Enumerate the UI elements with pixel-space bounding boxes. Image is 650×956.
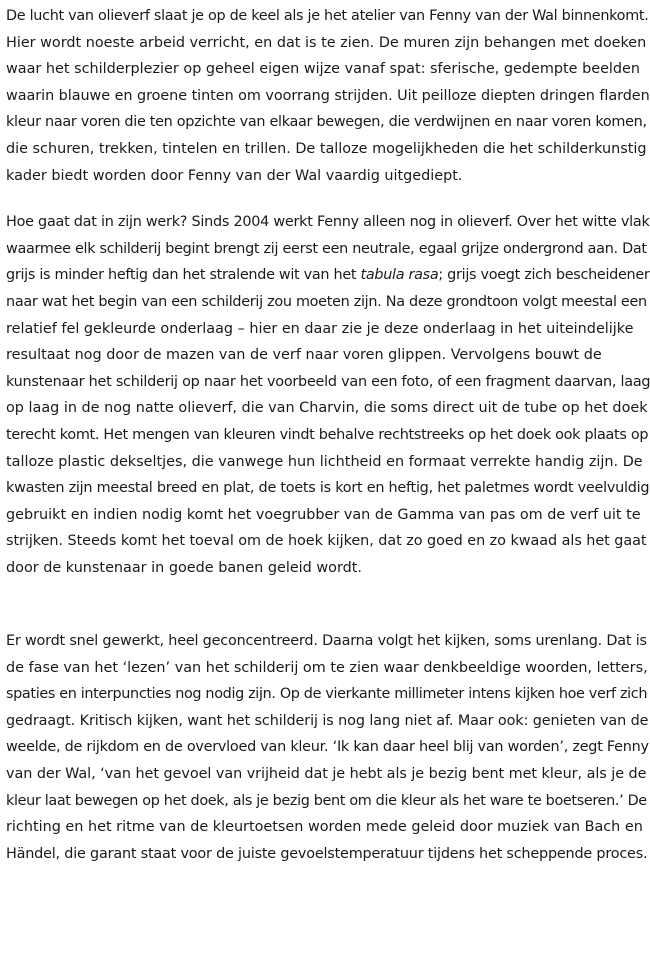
text-line: Hoe gaat dat in zijn werk? Sinds 2004 werkt Fenny alleen nog in olieverf. Over het witte vlak — [6, 214, 650, 231]
italic-term: tabula rasa — [360, 267, 439, 284]
text-line: waarmee elk schilderij begint brengt zij eerst een neutrale, egaal grijze ondergrond aan. Dat — [6, 240, 647, 257]
text-line: kader biedt worden door Fenny van der Wal vaardig uitgediept. — [6, 167, 463, 184]
text-segment: grijs is minder heftig dan het stralende wit van het — [6, 267, 361, 284]
text-line: kleur naar voren die ten opzichte van elkaar bewegen, die verdwijnen en naar voren komen, — [6, 114, 647, 131]
text-line: Händel, die garant staat voor de juiste gevoelstemperatuur tijdens het scheppende proces. — [6, 845, 648, 862]
paragraph-spacer — [6, 608, 650, 628]
text-line-with-italic — [6, 262, 650, 289]
text-line: kwasten zijn meestal breed en plat, de toets is kort en heftig, het paletmes wordt veelvuldig — [6, 480, 650, 497]
text-line: kunstenaar het schilderij op naar het voorbeeld van een foto, of een fragment daarvan, laag — [6, 373, 650, 390]
text-line: Hier wordt noeste arbeid verricht, en dat is te zien. De muren zijn behangen met doeken — [6, 34, 647, 51]
text-line: naar wat het begin van een schilderij zou moeten zijn. Na deze grondtoon volgt meestal een — [6, 293, 647, 310]
text-line: op laag in de nog natte olieverf, die van Charvin, die soms direct uit de tube op het doek — [6, 400, 648, 417]
text-line: van der Wal, ‘van het gevoel van vrijheid dat je hebt als je bezig bent met kleur, als je de — [6, 766, 647, 783]
text-line: waar het schilderplezier op geheel eigen wijze vanaf spat: sferische, gedempte beelden — [6, 61, 641, 78]
text-line: Er wordt snel gewerkt, heel geconcentreerd. Daarna volgt het kijken, soms urenlang. Dat is — [6, 633, 647, 650]
paragraph-3 — [6, 628, 650, 867]
paragraph-spacer — [6, 189, 650, 209]
text-line: relatief fel gekleurde onderlaag – hier en daar zie je deze onderlaag in het uiteindelijke — [6, 320, 634, 337]
text-line: door de kunstenaar in goede banen geleid wordt. — [6, 559, 362, 576]
text-line: richting en het ritme van de kleurtoetsen worden mede geleid door muziek van Bach en — [6, 819, 643, 836]
paragraph-1 — [6, 3, 650, 189]
text-line: kleur laat bewegen op het doek, als je bezig bent om die kleur als het ware te boetseren.’ De — [6, 792, 647, 809]
text-line: weelde, de rijkdom en de overvloed van kleur. ‘Ik kan daar heel blij van worden’, zegt Fenny — [6, 739, 649, 756]
text-line: waarin blauwe en groene tinten om voorrang strijden. Uit peilloze diepten dringen flarden — [6, 87, 650, 104]
text-line: gedraagt. Kritisch kijken, want het schilderij is nog lang niet af. Maar ook: genieten van de — [6, 712, 649, 729]
text-line: die schuren, trekken, tintelen en trillen. De talloze mogelijkheden die het schilderkunstig — [6, 140, 647, 157]
text-line: terecht komt. Het mengen van kleuren vindt behalve rechtstreeks op het doek ook plaats op — [6, 426, 649, 443]
text-line: talloze plastic dekseltjes, die vanwege hun lichtheid en formaat verrekte handig zijn. De — [6, 453, 643, 470]
text-line: spaties en interpuncties nog nodig zijn. Op de vierkante millimeter intens kijken hoe verf zich — [6, 686, 648, 703]
text-line: strijken. Steeds komt het toeval om de hoek kijken, dat zo goed en zo kwaad als het gaat — [6, 533, 647, 550]
text-line: resultaat nog door de mazen van de verf naar voren glippen. Vervolgens bouwt de — [6, 347, 602, 364]
text-line: gebruikt en indien nodig komt het voegrubber van de Gamma van pas om de verf uit te — [6, 506, 641, 523]
text-line: de fase van het ‘lezen’ van het schilderij om te zien waar denkbeeldige woorden, letters, — [6, 659, 648, 676]
paragraph-2 — [6, 209, 650, 608]
document-page — [6, 0, 650, 867]
text-line — [6, 581, 650, 608]
text-line: De lucht van olieverf slaat je op de keel als je het atelier van Fenny van der Wal binnenkomt. — [6, 8, 649, 24]
text-segment: ; grijs voegt zich bescheidener — [438, 267, 650, 284]
